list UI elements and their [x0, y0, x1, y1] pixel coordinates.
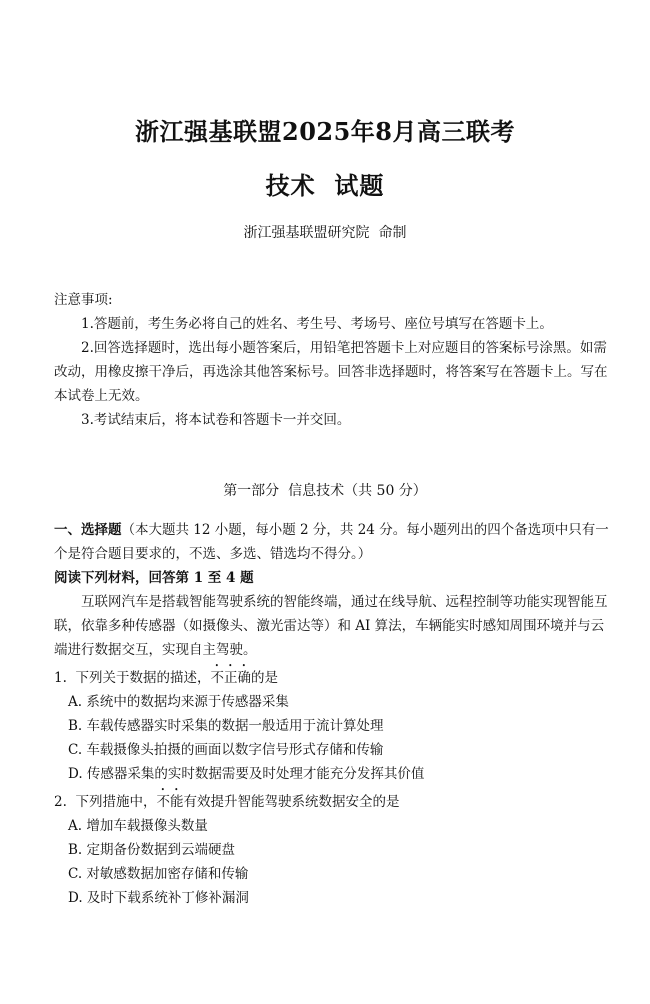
section-heading: 一、选择题	[54, 522, 122, 538]
exam-author: 浙江强基联盟研究院 命制	[243, 225, 407, 241]
notice-item-1: 1.答题前，考生务必将自己的姓名、考生号、考场号、座位号填写在答题卡上。	[81, 316, 553, 332]
exam-title: 浙江强基联盟2025年8月高三联考	[135, 117, 515, 146]
emphasis-text: 不能	[156, 794, 184, 810]
emphasis-text: 不正确	[210, 670, 251, 686]
question-stem-end: 的是	[250, 670, 278, 686]
notice-item-3: 3.考试结束后，将本试卷和答题卡一并交回。	[81, 412, 351, 428]
option-2c: C. 对敏感数据加密存储和传输	[68, 866, 249, 882]
notice-heading: 注意事项:	[54, 292, 113, 308]
question-stem-end: 有效提升智能驾驶系统数据安全的是	[183, 794, 400, 810]
option-1d: D. 传感器采集的实时数据需要及时处理才能充分发挥其价值	[68, 766, 425, 782]
question-stem: 下列关于数据的描述，	[75, 670, 211, 686]
question-number: 2.	[54, 794, 67, 810]
material-heading: 阅读下列材料，回答第 1 至 4 题	[54, 570, 254, 586]
question-1	[54, 662, 614, 690]
notice-item-2: 2.回答选择题时，选出每小题答案后，用铅笔把答题卡上对应题目的答案标号涂黑。如需改动，用橡皮擦干净后，再选涂其他答案标号。回答非选择题时，将答案写在答题卡上。写在本试卷上无效。	[54, 340, 608, 404]
notice-section	[54, 288, 614, 432]
section-description: （本大题共 12 小题，每小题 2 分，共 24 分。每小题列出的四个备选项中只有一个是符合题目要求的，不选、多选、错选均不得分。）	[54, 522, 609, 562]
option-1a: A. 系统中的数据均来源于传感器采集	[68, 694, 289, 710]
question-stem: 下列措施中，	[75, 794, 157, 810]
option-2d: D. 及时下载系统补丁修补漏洞	[68, 890, 249, 906]
question-2	[54, 786, 614, 814]
part-one-title: 第一部分 信息技术（共 50 分）	[223, 483, 427, 499]
choice-section	[54, 518, 614, 910]
option-2a: A. 增加车载摄像头数量	[68, 818, 208, 834]
exam-subtitle: 技术 试题	[265, 171, 385, 200]
material-text: 互联网汽车是搭载智能驾驶系统的智能终端，通过在线导航、远程控制等功能实现智能互联，依靠多种传感器（如摄像头、激光雷达等）和 AI 算法，车辆能实时感知周围环境并与云端进行数据交互，实现自主驾驶。	[54, 594, 608, 658]
option-2b: B. 定期备份数据到云端硬盘	[68, 842, 236, 858]
option-1c: C. 车载摄像头拍摄的画面以数字信号形式存储和传输	[68, 742, 384, 758]
option-1b: B. 车载传感器实时采集的数据一般适用于流计算处理	[68, 718, 384, 734]
section-intro	[54, 518, 614, 566]
question-number: 1.	[54, 670, 67, 686]
